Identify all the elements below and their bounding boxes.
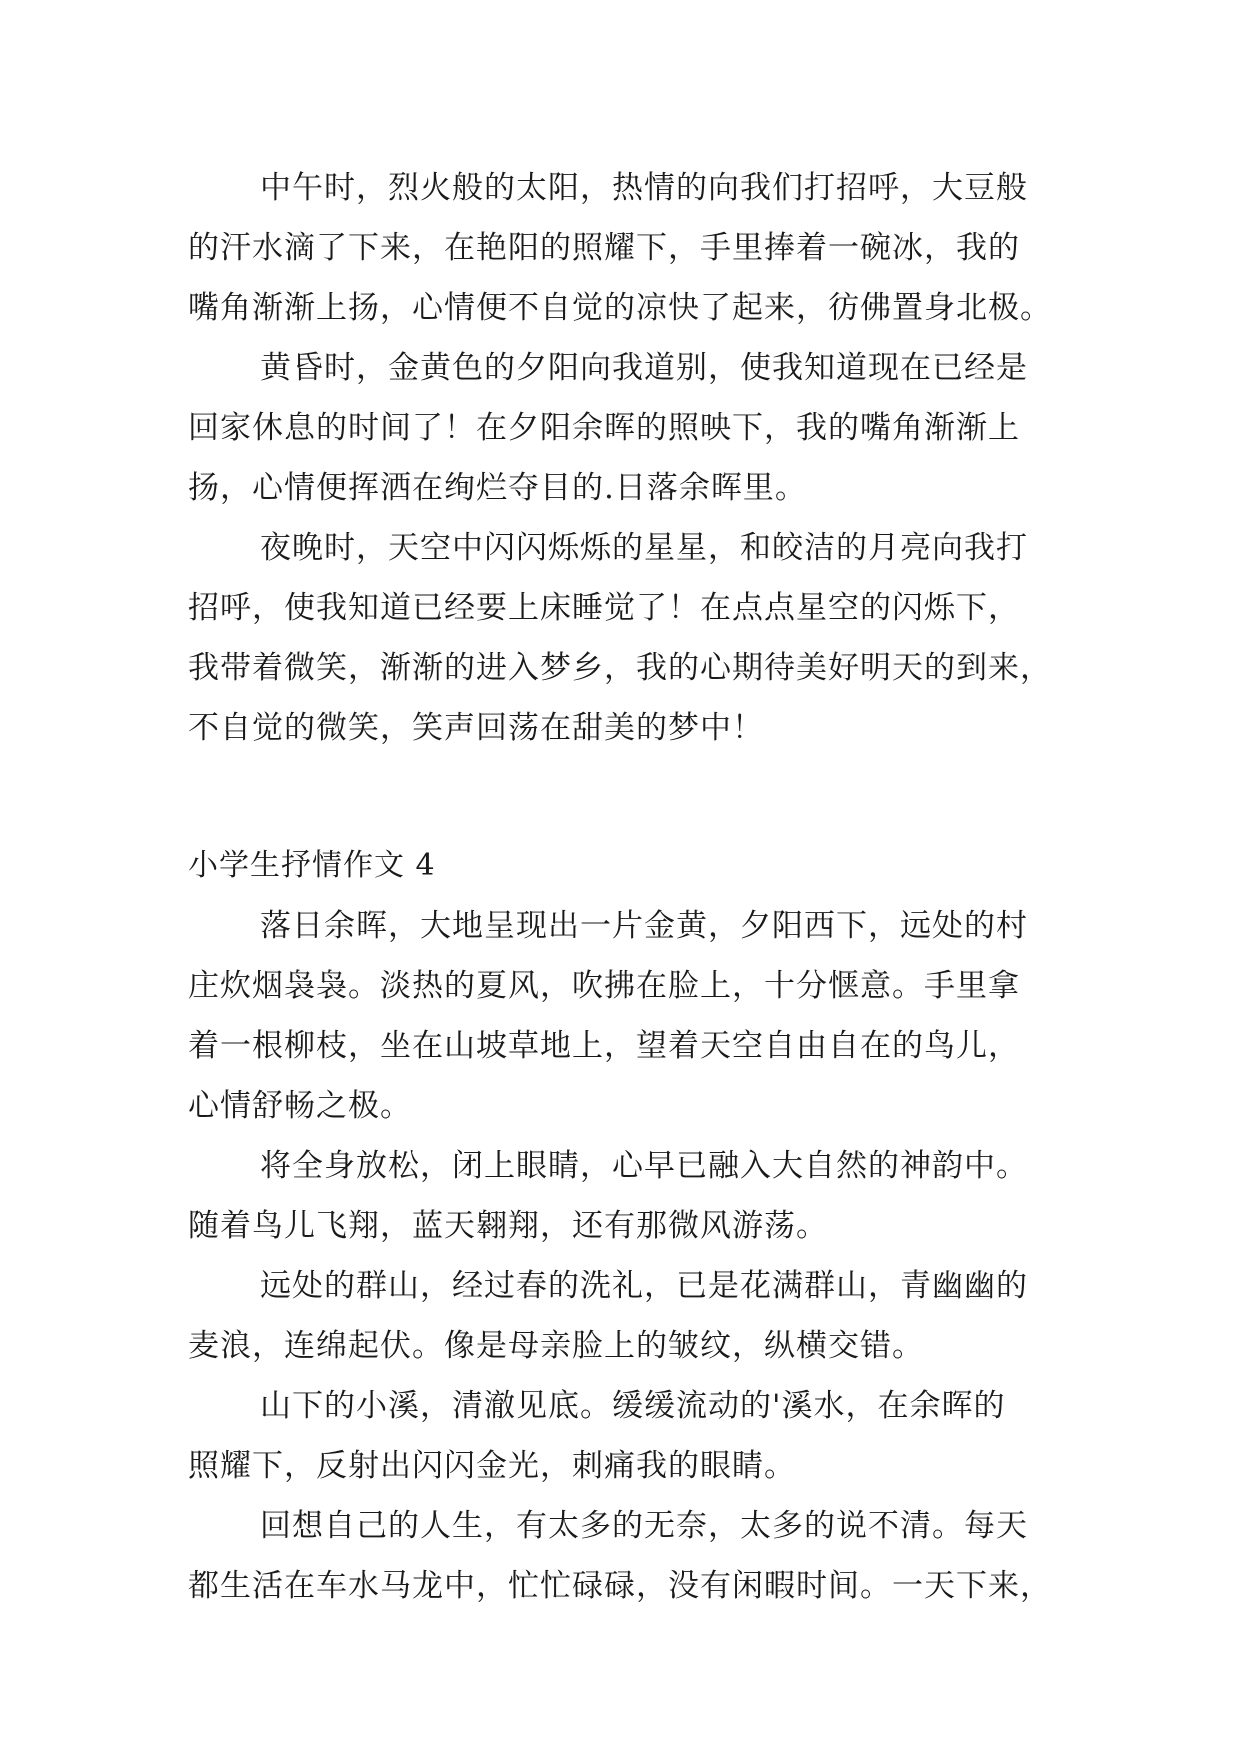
text-line: 落日余晖，大地呈现出一片金黄，夕阳西下，远处的村 [260,908,1028,944]
document-body [188,158,1068,1616]
text-line: 着一根柳枝，坐在山坡草地上，望着天空自由自在的鸟儿， [188,1028,1020,1064]
text-line: 黄昏时，金黄色的夕阳向我道别，使我知道现在已经是 [260,350,1028,386]
text-line: 庄炊烟袅袅。淡热的夏风，吹拂在脸上，十分惬意。手里拿 [188,968,1020,1004]
paragraph [188,158,1068,338]
paragraph [188,896,1068,1136]
text-line: 扬，心情便挥洒在绚烂夺目的.日落余晖里。 [188,470,807,506]
text-line: 随着鸟儿飞翔，蓝天翱翔，还有那微风游荡。 [188,1208,828,1244]
text-line: 照耀下，反射出闪闪金光，刺痛我的眼睛。 [188,1448,796,1484]
text-line: 远处的群山，经过春的洗礼，已是花满群山，青幽幽的 [260,1268,1028,1304]
paragraph [188,1256,1068,1376]
text-line: 山下的小溪，清澈见底。缓缓流动的'溪水，在余晖的 [260,1388,1006,1424]
text-line: 不自觉的微笑，笑声回荡在甜美的梦中！ [188,710,764,746]
paragraph [188,518,1068,758]
text-line: 夜晚时，天空中闪闪烁烁的星星，和皎洁的月亮向我打 [260,530,1028,566]
text-line: 都生活在车水马龙中，忙忙碌碌，没有闲暇时间。一天下来， [188,1568,1052,1604]
paragraph [188,1136,1068,1256]
text-line: 麦浪，连绵起伏。像是母亲脸上的皱纹，纵横交错。 [188,1328,924,1364]
text-line: 嘴角渐渐上扬，心情便不自觉的凉快了起来，彷佛置身北极。 [188,290,1052,326]
text-line: 将全身放松，闭上眼睛，心早已融入大自然的神韵中。 [260,1148,1028,1184]
section-spacer [188,758,1068,836]
paragraph [188,1376,1068,1496]
text-line: 我带着微笑，渐渐的进入梦乡，我的心期待美好明天的到来， [188,650,1052,686]
text-line: 中午时，烈火般的太阳，热情的向我们打招呼，大豆般 [260,170,1028,206]
text-line: 招呼，使我知道已经要上床睡觉了！在点点星空的闪烁下， [188,590,1020,626]
text-line: 心情舒畅之极。 [188,1088,412,1124]
paragraph [188,1496,1068,1616]
section-heading: 小学生抒情作文 4 [188,848,436,883]
paragraph [188,338,1068,518]
text-line: 的汗水滴了下来，在艳阳的照耀下，手里捧着一碗冰，我的 [188,230,1020,266]
text-line: 回想自己的人生，有太多的无奈，太多的说不清。每天 [260,1508,1028,1544]
text-line: 回家休息的时间了！在夕阳余晖的照映下，我的嘴角渐渐上 [188,410,1020,446]
